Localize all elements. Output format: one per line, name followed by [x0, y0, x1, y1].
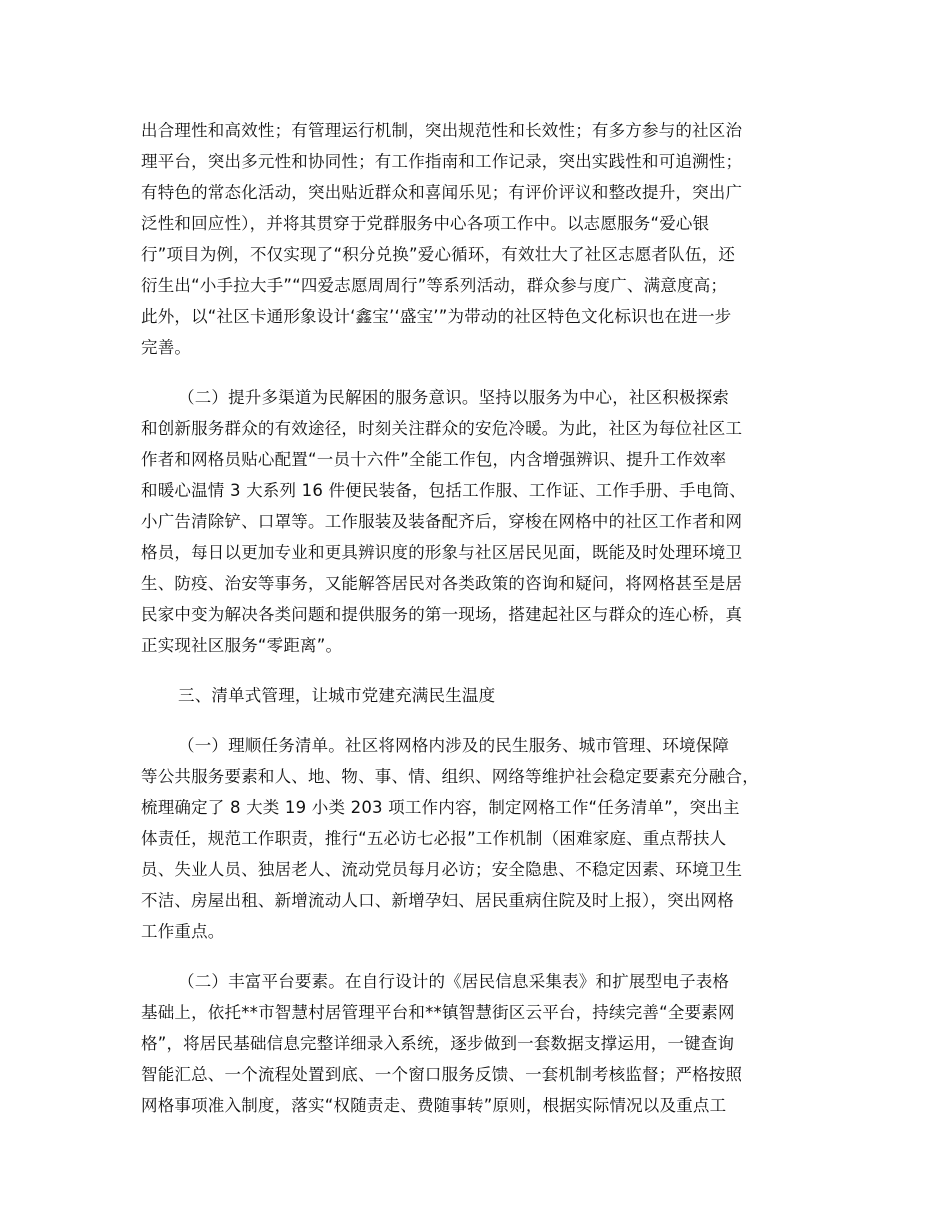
- text-line: 出合理性和高效性；有管理运行机制，突出规范性和长效性；有多方参与的社区治: [141, 121, 743, 140]
- text-line: （二）丰富平台要素。在自行设计的《居民信息采集表》和扩展型电子表格: [178, 972, 730, 991]
- text-line: 民家中变为解决各类问题和提供服务的第一现场，搭建起社区与群众的连心桥，真: [141, 605, 743, 624]
- text-line: 体责任，规范工作职责，推行“五必访七必报”工作机制（困难家庭、重点帮扶人: [141, 829, 727, 848]
- text-line: 生、防疫、治安等事务，又能解答居民对各类政策的咨询和疑问，将网格甚至是居: [141, 574, 743, 593]
- text-line: 作者和网格员贴心配置“一员十六件”全能工作包，内含增强辨识、提升工作效率: [141, 450, 727, 469]
- text-line: 等公共服务要素和人、地、物、事、情、组织、网络等维护社会稳定要素充分融合，: [141, 767, 759, 786]
- section-heading: 三、清单式管理，让城市党建充满民生温度: [178, 686, 496, 705]
- text-line: 正实现社区服务“零距离”。: [141, 636, 343, 655]
- text-line: 和暖心温情 3 大系列 16 件便民装备，包括工作服、工作证、工作手册、手电筒、: [141, 481, 746, 500]
- text-line: 理平台，突出多元性和协同性；有工作指南和工作记录，突出实践性和可追溯性；: [141, 152, 743, 171]
- text-line: 基础上，依托**市智慧村居管理平台和**镇智慧街区云平台，持续完善“全要素网: [141, 1003, 735, 1022]
- text-line: 有特色的常态化活动，突出贴近群众和喜闻乐见；有评价评议和整改提升，突出广: [141, 183, 743, 202]
- text-line: 梳理确定了 8 大类 19 小类 203 项工作内容，制定网格工作“任务清单”，突出主: [141, 798, 740, 817]
- text-line: 网格事项准入制度，落实“权随责走、费随事转”原则，根据实际情况以及重点工: [141, 1096, 727, 1115]
- text-line: 衍生出“小手拉大手”“四爱志愿周周行”等系列活动，群众参与度广、满意度高；: [141, 276, 728, 295]
- text-line: 格”，将居民基础信息完整详细录入系统，逐步做到一套数据支撑运用，一键查询: [141, 1034, 735, 1053]
- text-line: 不洁、房屋出租、新增流动人口、新增孕妇、居民重病住院及时上报），突出网格: [141, 891, 734, 910]
- text-line: 格员，每日以更加专业和更具辨识度的形象与社区居民见面，既能及时处理环境卫: [141, 543, 743, 562]
- text-line: 行”项目为例，不仅实现了“积分兑换”爱心循环，有效壮大了社区志愿者队伍，还: [141, 245, 736, 264]
- text-line: 完善。: [141, 338, 192, 357]
- text-line: 和创新服务群众的有效途径，时刻关注群众的安危冷暖。为此，社区为每位社区工: [141, 419, 743, 438]
- text-line: （二）提升多渠道为民解困的服务意识。坚持以服务为中心，社区积极探索: [178, 388, 730, 407]
- text-line: 工作重点。: [141, 922, 225, 941]
- text-line: 智能汇总、一个流程处置到底、一个窗口服务反馈、一套机制考核监督；严格按照: [141, 1065, 743, 1084]
- text-line: 此外，以“社区卡通形象设计‘鑫宝’‘盛宝’”为带动的社区特色文化标识也在进一步: [141, 307, 732, 326]
- text-line: （一）理顺任务清单。社区将网格内涉及的民生服务、城市管理、环境保障: [178, 736, 730, 755]
- text-line: 员、失业人员、独居老人、流动党员每月必访；安全隐患、不稳定因素、环境卫生: [141, 860, 743, 879]
- text-line: 泛性和回应性），并将其贯穿于党群服务中心各项工作中。以志愿服务“爱心银: [141, 214, 710, 233]
- text-line: 小广告清除铲、口罩等。工作服装及装备配齐后，穿梭在网格中的社区工作者和网: [141, 512, 743, 531]
